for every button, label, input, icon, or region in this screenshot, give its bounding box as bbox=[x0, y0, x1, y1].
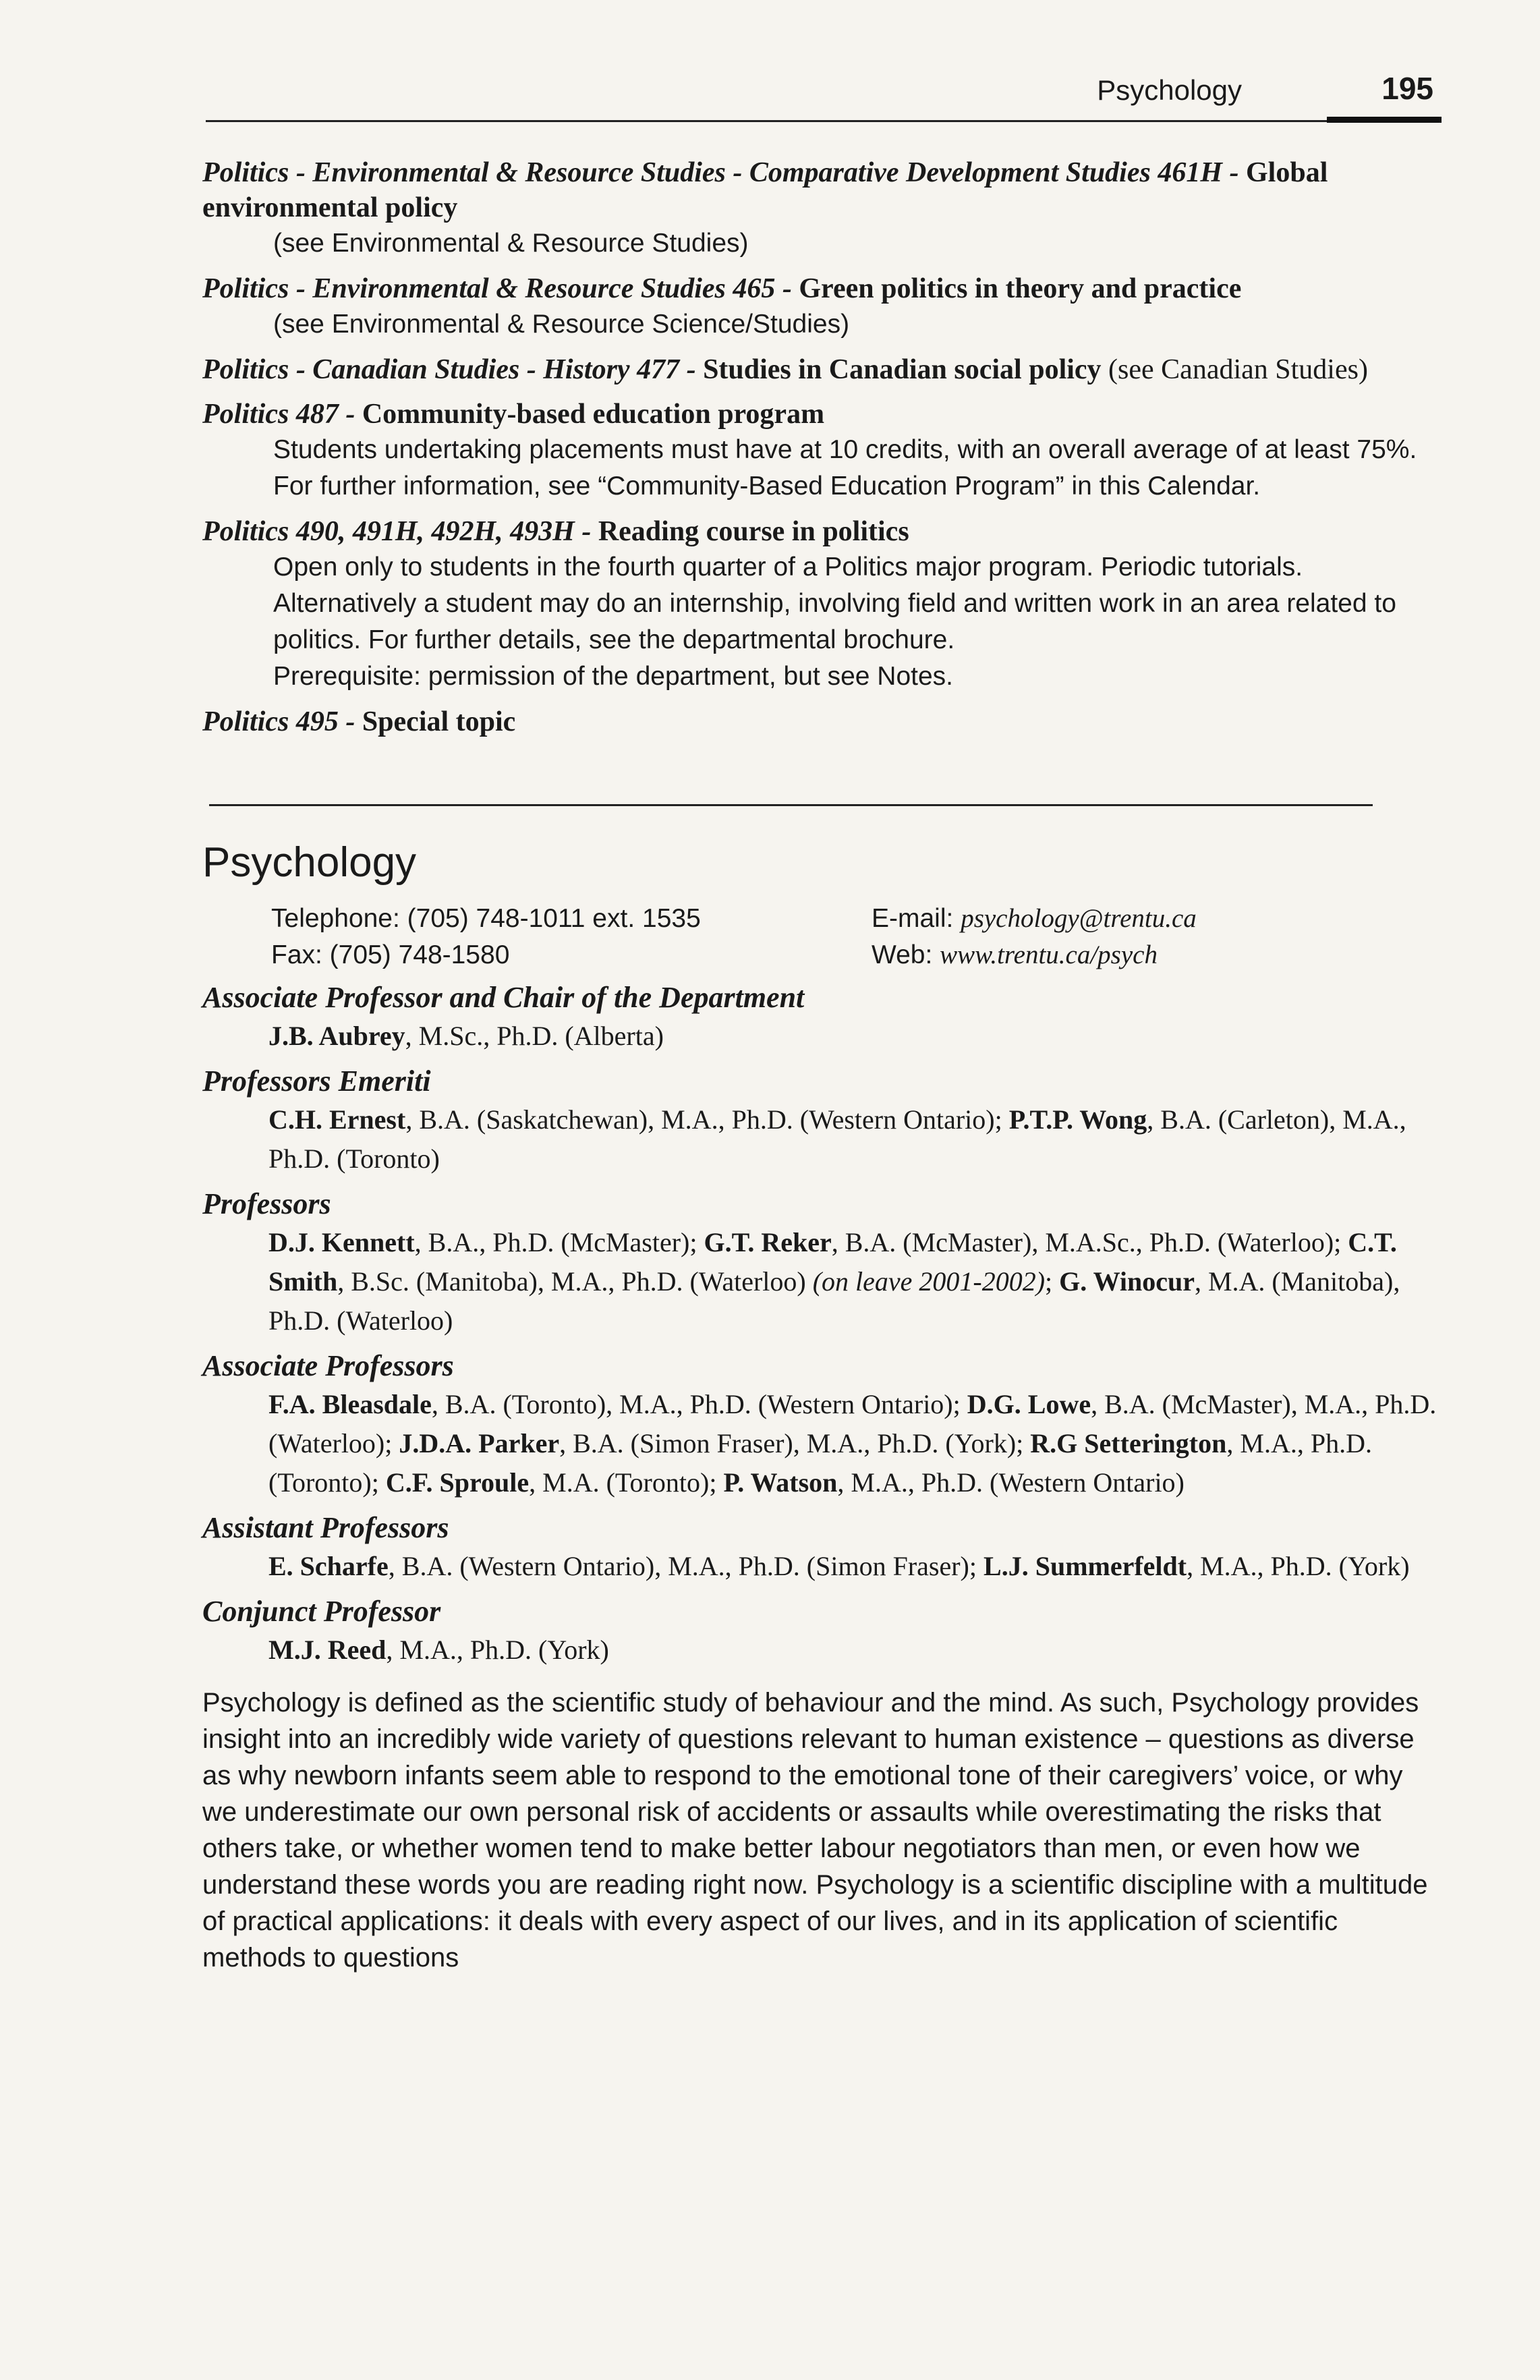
department-intro: Psychology is defined as the scientific study of behaviour and the mind. As such, Psychology provides insight into an incredibly wide variety of questions relevant to human existence – questions as diverse as why newborn infants seem able to respond to the emotional tone of their caregivers’ voice, or why we underestimate our own personal risk of accidents or assaults while overestimating the risks that others take, or whether women tend to make better labour negotiators than men, or even how we understand these words you are reading right now. Psychology is a scientific discipline with a multitude of practical applications: it deals with every aspect of our lives, and in its application of scientific methods to questions bbox=[202, 1688, 1428, 1973]
running-header bbox=[206, 67, 1442, 115]
faculty-members bbox=[202, 1631, 1444, 1670]
description-paragraph: Students undertaking placements must have at 10 credits, with an overall average of at least 75%. For further information, see “Community-Based Education Program” in this Calendar. bbox=[273, 435, 1417, 501]
faculty-members: D.J. Kennett, B.A., Ph.D. (McMaster); G.T. Reker, B.A. (McMaster), M.A.Sc., Ph.D. (Waterloo); C.T. Smith, B.Sc. (Manitoba), M.A., Ph.D. (Waterloo) (on leave 2001-2002); G. Winocur, M.A. (Manitoba), Ph.D. (Waterloo) bbox=[268, 1227, 1400, 1336]
course-description bbox=[202, 432, 1444, 505]
course-entry bbox=[202, 704, 1444, 739]
course-entry bbox=[202, 352, 1444, 387]
web-label: Web: bbox=[872, 940, 933, 969]
course-code: Politics 495 - bbox=[202, 706, 355, 737]
faculty-name: G.T. Reker bbox=[704, 1227, 832, 1257]
faculty-credentials: , B.A. (Carleton), M.A., Ph.D. (Toronto) bbox=[268, 1104, 1406, 1174]
faculty-credentials: , B.A. (Toronto), M.A., Ph.D. (Western Ontario) bbox=[431, 1389, 953, 1419]
course-entry bbox=[202, 271, 1444, 343]
page-number: 195 bbox=[1381, 71, 1433, 106]
faculty-name: C.T. Smith bbox=[268, 1227, 1397, 1297]
course-heading bbox=[202, 352, 1444, 387]
course-description bbox=[202, 225, 1444, 262]
email-label: E-mail: bbox=[872, 904, 954, 933]
page-content bbox=[202, 155, 1444, 1976]
faculty-name: P.T.P. Wong bbox=[1008, 1104, 1147, 1135]
department-title: Psychology bbox=[202, 839, 417, 886]
faculty-credentials: , M.A., Ph.D. (York) bbox=[386, 1635, 609, 1665]
faculty-rank-heading: Professors bbox=[202, 1187, 331, 1220]
description-paragraph: Open only to students in the fourth quarter of a Politics major program. Periodic tutorials. Alternatively a student may do an internship, involving field and written work in an area related to politics. For further details, see the departmental brochure. bbox=[273, 552, 1396, 654]
course-entry bbox=[202, 514, 1444, 695]
course-code: Politics 490, 491H, 492H, 493H - bbox=[202, 516, 592, 547]
faculty-rank-heading: Conjunct Professor bbox=[202, 1595, 441, 1628]
faculty-name: J.D.A. Parker bbox=[399, 1428, 560, 1458]
email-line bbox=[872, 901, 1197, 937]
telephone: Telephone: (705) 748-1011 ext. 1535 bbox=[271, 904, 701, 933]
faculty-name: C.F. Sproule bbox=[385, 1467, 530, 1498]
course-title: Global environmental policy bbox=[202, 157, 1328, 223]
faculty-credentials: , B.Sc. (Manitoba), M.A., Ph.D. (Waterloo) bbox=[337, 1266, 813, 1297]
email-link[interactable]: psychology@trentu.ca bbox=[961, 904, 1197, 933]
course-heading bbox=[202, 155, 1444, 225]
faculty-rank-heading: Associate Professor and Chair of the Department bbox=[202, 981, 805, 1014]
faculty-name: R.G Setterington bbox=[1030, 1428, 1227, 1458]
running-header-section: Psychology bbox=[1097, 74, 1242, 106]
course-description bbox=[202, 306, 1444, 343]
header-rule-accent bbox=[1327, 117, 1442, 123]
course-entries bbox=[202, 155, 1444, 739]
faculty-credentials: , M.Sc., Ph.D. (Alberta) bbox=[405, 1021, 664, 1051]
course-entry bbox=[202, 397, 1444, 505]
faculty-credentials: , B.A., Ph.D. (McMaster) bbox=[414, 1227, 690, 1257]
course-entry bbox=[202, 155, 1444, 262]
course-description bbox=[202, 549, 1444, 695]
faculty-credentials: , M.A., Ph.D. (York) bbox=[1187, 1551, 1410, 1581]
fax: Fax: (705) 748-1580 bbox=[271, 940, 510, 969]
faculty-name: M.J. Reed bbox=[268, 1635, 387, 1665]
course-code: Politics - Environmental & Resource Studies - Comparative Development Studies 461H - bbox=[202, 157, 1239, 188]
course-heading bbox=[202, 704, 1444, 739]
course-title: Reading course in politics bbox=[598, 516, 909, 547]
web-link[interactable]: www.trentu.ca/psych bbox=[940, 940, 1158, 969]
course-title: Studies in Canadian social policy bbox=[703, 354, 1102, 385]
faculty-name: C.H. Ernest bbox=[268, 1104, 406, 1135]
course-title-note: (see Canadian Studies) bbox=[1108, 354, 1368, 385]
course-title: Green politics in theory and practice bbox=[799, 273, 1242, 304]
faculty-credentials: , M.A. (Manitoba), Ph.D. (Waterloo) bbox=[268, 1266, 1400, 1336]
faculty-members: C.H. Ernest, B.A. (Saskatchewan), M.A., Ph.D. (Western Ontario); P.T.P. Wong, B.A. (Carleton), M.A., Ph.D. (Toronto) bbox=[268, 1104, 1406, 1174]
header-rule bbox=[206, 120, 1442, 122]
faculty-name: J.B. Aubrey bbox=[268, 1021, 405, 1051]
faculty-credentials: , M.A. (Toronto) bbox=[529, 1467, 710, 1498]
faculty-credentials: , M.A., Ph.D. (Toronto) bbox=[268, 1428, 1372, 1498]
faculty-name: G. Winocur bbox=[1059, 1266, 1195, 1297]
department-contact bbox=[271, 901, 1444, 973]
faculty-members bbox=[202, 1017, 1444, 1056]
faculty-rank-heading: Professors Emeriti bbox=[202, 1065, 431, 1098]
course-heading bbox=[202, 397, 1444, 432]
course-title: Special topic bbox=[362, 706, 516, 737]
faculty-name: F.A. Bleasdale bbox=[268, 1389, 432, 1419]
course-code: Politics 487 - bbox=[202, 399, 355, 430]
faculty-listing bbox=[202, 979, 1444, 1670]
section-divider bbox=[209, 804, 1373, 806]
description-paragraph: (see Environmental & Resource Studies) bbox=[273, 229, 749, 258]
faculty-name: E. Scharfe bbox=[268, 1551, 389, 1581]
description-paragraph: (see Environmental & Resource Science/Studies) bbox=[273, 310, 850, 339]
faculty-name: L.J. Summerfeldt bbox=[983, 1551, 1187, 1581]
course-code: Politics - Environmental & Resource Studies 465 - bbox=[202, 273, 792, 304]
course-heading bbox=[202, 514, 1444, 549]
web-line bbox=[872, 937, 1197, 973]
faculty-credentials: , B.A. (Saskatchewan), M.A., Ph.D. (Western Ontario) bbox=[405, 1104, 995, 1135]
faculty-credentials: , B.A. (McMaster), M.A., Ph.D. (Waterloo) bbox=[268, 1389, 1437, 1458]
faculty-name: D.J. Kennett bbox=[268, 1227, 415, 1257]
description-paragraph: Prerequisite: permission of the department, but see Notes. bbox=[273, 662, 954, 691]
faculty-note: (on leave 2001-2002) bbox=[812, 1266, 1046, 1297]
faculty-name: P. Watson bbox=[723, 1467, 838, 1498]
faculty-members: E. Scharfe, B.A. (Western Ontario), M.A., Ph.D. (Simon Fraser); L.J. Summerfeldt, M.A., Ph.D. (York) bbox=[268, 1551, 1410, 1581]
faculty-rank-heading: Associate Professors bbox=[202, 1349, 454, 1382]
faculty-members: F.A. Bleasdale, B.A. (Toronto), M.A., Ph.D. (Western Ontario); D.G. Lowe, B.A. (McMaster), M.A., Ph.D. (Waterloo); J.D.A. Parker, B.A. (Simon Fraser), M.A., Ph.D. (York); R.G Setterington, M.A., Ph.D. (Toronto); C.F. Sproule, M.A. (Toronto); P. Watson, M.A., Ph.D. (Western Ontario) bbox=[268, 1389, 1437, 1498]
faculty-credentials: , B.A. (McMaster), M.A.Sc., Ph.D. (Waterloo) bbox=[831, 1227, 1334, 1257]
faculty-credentials: , B.A. (Simon Fraser), M.A., Ph.D. (York) bbox=[559, 1428, 1017, 1458]
faculty-credentials: , M.A., Ph.D. (Western Ontario) bbox=[837, 1467, 1185, 1498]
faculty-credentials: , B.A. (Western Ontario), M.A., Ph.D. (Simon Fraser) bbox=[388, 1551, 969, 1581]
faculty-name: D.G. Lowe bbox=[967, 1389, 1091, 1419]
course-code: Politics - Canadian Studies - History 477 - bbox=[202, 354, 696, 385]
course-heading bbox=[202, 271, 1444, 306]
faculty-rank-heading: Assistant Professors bbox=[202, 1511, 449, 1544]
course-title: Community-based education program bbox=[362, 399, 825, 430]
